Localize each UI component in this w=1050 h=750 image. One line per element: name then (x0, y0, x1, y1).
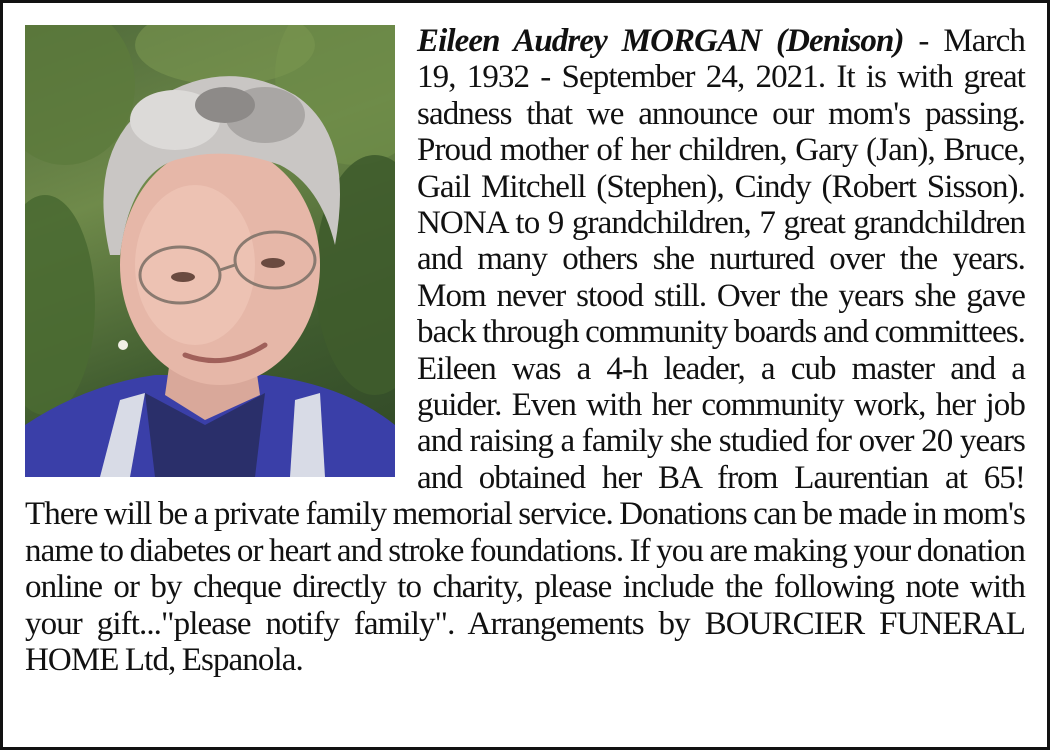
obituary-body: March 19, 1932 - September 24, 2021. It is with great sadness that we announce our mom's passing. Proud mother of her children, Gary (Jan), Bruce, Gail Mitchell (Stephen), Cindy (Robert Sisson). NONA to 9 grandchildren, 7 great grandchildren and many others she nurtured over the years. Mom never stood still. Over the years she gave back through community boards and committees. Eileen was a 4-h leader, a cub master and a guider. Even with her community work, her job and raising a family she studied for over 20 years and obtained her BA from Laurentian at 65! There will be a private family memorial service. Donations can be made in mom's name to diabetes or heart and stroke foundations. If you are making your donation online or by cheque directly to charity, please include the following note with your gift..."please notify family". Arrangements by BOURCIER FUNERAL HOME Ltd, Espanola. (25, 23, 1025, 678)
portrait-illustration (25, 25, 395, 477)
portrait-photo (25, 25, 395, 477)
deceased-name: Eileen Audrey MORGAN (Denison) (417, 23, 904, 59)
name-separator: - (903, 23, 944, 59)
